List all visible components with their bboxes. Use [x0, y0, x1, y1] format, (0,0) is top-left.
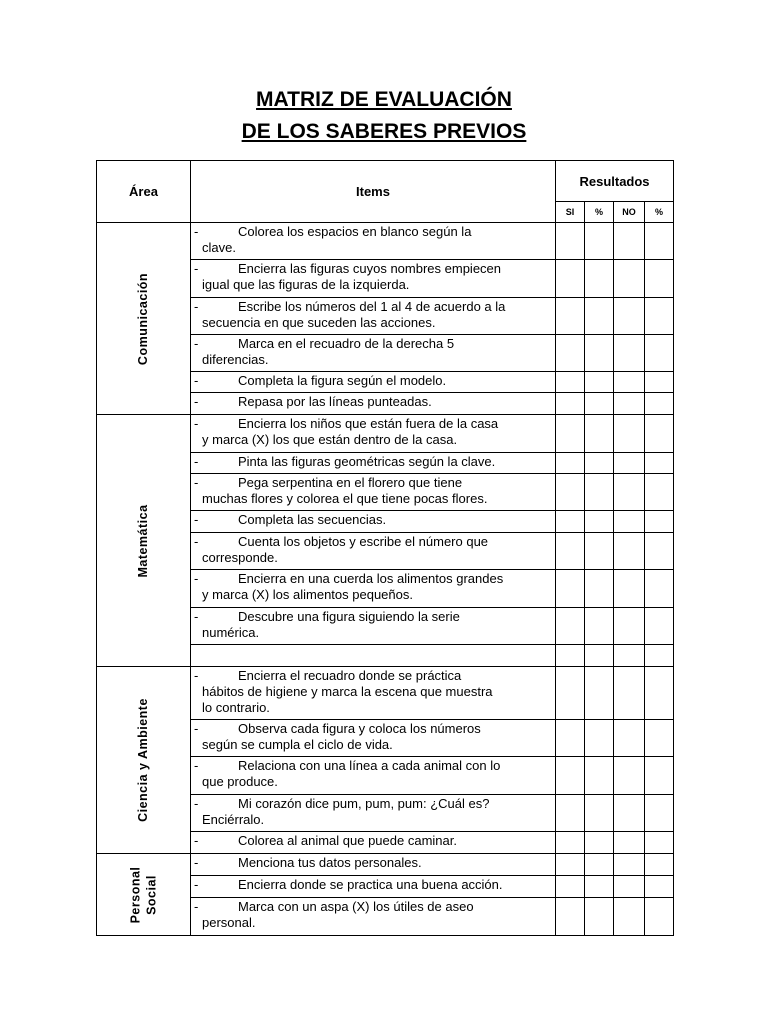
result-si-cell[interactable]	[556, 474, 585, 511]
item-cell	[191, 223, 556, 260]
result-no-cell[interactable]	[614, 795, 645, 832]
header-items: Items	[191, 161, 556, 223]
result-percent-si-cell[interactable]	[585, 260, 614, 298]
item-text-continued: corresponde.	[202, 550, 278, 565]
item-text-continued: y marca (X) los alimentos pequeños.	[202, 587, 413, 602]
bullet-dash: -	[194, 394, 199, 409]
result-percent-no-cell[interactable]	[645, 533, 674, 570]
item-text-continued: Enciérralo.	[202, 812, 265, 827]
result-si-cell[interactable]	[556, 898, 585, 936]
result-no-cell[interactable]	[614, 854, 645, 876]
area-name: Ciencia y Ambiente	[135, 698, 150, 822]
result-percent-no-cell[interactable]	[645, 898, 674, 936]
result-percent-si-cell[interactable]	[585, 335, 614, 372]
item-cell	[191, 645, 556, 667]
result-percent-no-cell[interactable]	[645, 720, 674, 757]
bullet-dash: -	[194, 877, 199, 892]
item-text-continued: que produce.	[202, 774, 278, 789]
item-text-continued: clave.	[202, 240, 236, 255]
result-percent-si-cell[interactable]	[585, 415, 614, 453]
item-text-continued: diferencias.	[202, 352, 269, 367]
item-text-continued: muchas flores y colorea el que tiene pocas flores.	[202, 491, 488, 506]
bullet-dash: -	[194, 512, 199, 527]
item-text-continued: según se cumpla el ciclo de vida.	[202, 737, 393, 752]
bullet-dash: -	[194, 796, 199, 811]
result-si-cell[interactable]	[556, 393, 585, 415]
item-cell	[191, 533, 556, 570]
item-cell	[191, 608, 556, 645]
result-percent-no-cell[interactable]	[645, 832, 674, 854]
item-text: Marca en el recuadro de la derecha 5	[238, 336, 455, 351]
item-text-continued: personal.	[202, 915, 256, 930]
item-cell	[191, 832, 556, 854]
result-percent-si-cell[interactable]	[585, 854, 614, 876]
bullet-dash: -	[194, 721, 199, 736]
result-percent-no-cell[interactable]	[645, 393, 674, 415]
item-text: Relaciona con una línea a cada animal con lo	[238, 758, 501, 773]
item-text-continued: y marca (X) los que están dentro de la casa.	[202, 432, 458, 447]
bullet-dash: -	[194, 475, 199, 490]
result-percent-si-cell[interactable]	[585, 474, 614, 511]
bullet-dash: -	[194, 454, 199, 469]
result-no-cell[interactable]	[614, 720, 645, 757]
result-si-cell[interactable]	[556, 645, 585, 667]
item-text: Completa la figura según el modelo.	[238, 373, 447, 388]
result-no-cell[interactable]	[614, 415, 645, 453]
result-percent-no-cell[interactable]	[645, 298, 674, 335]
result-no-cell[interactable]	[614, 876, 645, 898]
item-cell	[191, 415, 556, 453]
header-area: Área	[97, 161, 191, 223]
result-si-cell[interactable]	[556, 533, 585, 570]
result-no-cell[interactable]	[614, 898, 645, 936]
result-percent-si-cell[interactable]	[585, 223, 614, 260]
header-si: SI	[556, 202, 585, 223]
bullet-dash: -	[194, 534, 199, 549]
result-percent-no-cell[interactable]	[645, 876, 674, 898]
result-si-cell[interactable]	[556, 832, 585, 854]
item-text: Mi corazón dice pum, pum, pum: ¿Cuál es?	[238, 796, 490, 811]
area-label	[136, 698, 152, 822]
result-percent-no-cell[interactable]	[645, 608, 674, 645]
item-cell	[191, 898, 556, 936]
result-si-cell[interactable]	[556, 453, 585, 474]
item-text: Menciona tus datos personales.	[238, 855, 422, 870]
result-percent-si-cell[interactable]	[585, 898, 614, 936]
result-si-cell[interactable]	[556, 415, 585, 453]
item-text-continued: lo contrario.	[202, 700, 270, 715]
result-percent-si-cell[interactable]	[585, 720, 614, 757]
bullet-dash: -	[194, 373, 199, 388]
document-title-line2: DE LOS SABERES PREVIOS	[241, 120, 527, 143]
result-no-cell[interactable]	[614, 511, 645, 533]
item-cell	[191, 335, 556, 372]
area-label	[136, 504, 152, 577]
item-text: Cuenta los objetos y escribe el número que	[238, 534, 489, 549]
result-si-cell[interactable]	[556, 372, 585, 393]
item-text: Colorea los espacios en blanco según la	[238, 224, 472, 239]
result-si-cell[interactable]	[556, 298, 585, 335]
item-text: Observa cada figura y coloca los números	[238, 721, 481, 736]
result-si-cell[interactable]	[556, 223, 585, 260]
item-text: Encierra el recuadro donde se práctica	[238, 668, 462, 683]
item-text: Pinta las figuras geométricas según la clave.	[238, 454, 496, 469]
bullet-dash: -	[194, 571, 199, 586]
item-cell	[191, 474, 556, 511]
result-no-cell[interactable]	[614, 393, 645, 415]
result-si-cell[interactable]	[556, 667, 585, 720]
result-si-cell[interactable]	[556, 795, 585, 832]
result-percent-si-cell[interactable]	[585, 298, 614, 335]
result-percent-si-cell[interactable]	[585, 832, 614, 854]
result-si-cell[interactable]	[556, 608, 585, 645]
item-cell	[191, 298, 556, 335]
result-percent-no-cell[interactable]	[645, 453, 674, 474]
result-si-cell[interactable]	[556, 335, 585, 372]
item-text: Encierra los niños que están fuera de la casa	[238, 416, 499, 431]
result-percent-si-cell[interactable]	[585, 533, 614, 570]
item-cell	[191, 720, 556, 757]
result-no-cell[interactable]	[614, 533, 645, 570]
result-no-cell[interactable]	[614, 667, 645, 720]
result-percent-si-cell[interactable]	[585, 393, 614, 415]
result-si-cell[interactable]	[556, 854, 585, 876]
header-percent-si: %	[585, 202, 614, 223]
result-percent-si-cell[interactable]	[585, 608, 614, 645]
item-text-continued: hábitos de higiene y marca la escena que muestra	[202, 684, 493, 699]
item-cell	[191, 854, 556, 876]
evaluation-matrix	[96, 160, 674, 936]
bullet-dash: -	[194, 609, 199, 624]
result-percent-si-cell[interactable]	[585, 757, 614, 795]
table-row	[97, 415, 674, 453]
result-percent-no-cell[interactable]	[645, 415, 674, 453]
result-no-cell[interactable]	[614, 372, 645, 393]
result-percent-si-cell[interactable]	[585, 876, 614, 898]
item-cell	[191, 453, 556, 474]
header-percent-no: %	[645, 202, 674, 223]
result-no-cell[interactable]	[614, 645, 645, 667]
bullet-dash: -	[194, 833, 199, 848]
result-no-cell[interactable]	[614, 474, 645, 511]
item-text: Completa las secuencias.	[238, 512, 387, 527]
item-text: Descubre una figura siguiendo la serie	[238, 609, 460, 624]
result-si-cell[interactable]	[556, 757, 585, 795]
result-percent-no-cell[interactable]	[645, 474, 674, 511]
result-percent-si-cell[interactable]	[585, 453, 614, 474]
table-row	[97, 667, 674, 720]
result-percent-no-cell[interactable]	[645, 511, 674, 533]
result-percent-si-cell[interactable]	[585, 511, 614, 533]
area-name: Comunicación	[135, 272, 150, 365]
bullet-dash: -	[194, 336, 199, 351]
item-cell	[191, 795, 556, 832]
result-si-cell[interactable]	[556, 720, 585, 757]
item-cell	[191, 372, 556, 393]
result-percent-si-cell[interactable]	[585, 372, 614, 393]
area-name: Matemática	[135, 503, 150, 578]
result-no-cell[interactable]	[614, 223, 645, 260]
item-text: Pega serpentina en el florero que tiene	[238, 475, 463, 490]
bullet-dash: -	[194, 899, 199, 914]
item-cell	[191, 876, 556, 898]
matrix-body	[97, 223, 674, 936]
item-text-continued: igual que las figuras de la izquierda.	[202, 277, 410, 292]
result-percent-no-cell[interactable]	[645, 260, 674, 298]
result-percent-no-cell[interactable]	[645, 645, 674, 667]
result-si-cell[interactable]	[556, 876, 585, 898]
area-cell	[97, 854, 191, 936]
header-resultados: Resultados	[556, 161, 674, 202]
result-percent-no-cell[interactable]	[645, 335, 674, 372]
result-percent-si-cell[interactable]	[585, 667, 614, 720]
header-no: NO	[614, 202, 645, 223]
bullet-dash: -	[194, 224, 199, 239]
item-cell	[191, 757, 556, 795]
item-cell	[191, 260, 556, 298]
bullet-dash: -	[194, 416, 199, 431]
area-cell	[97, 667, 191, 854]
document-title-line1: MATRIZ DE EVALUACIÓN	[256, 88, 512, 111]
area-name-line1: Personal	[127, 866, 142, 923]
item-text-continued: secuencia en que suceden las acciones.	[202, 315, 436, 330]
bullet-dash: -	[194, 299, 199, 314]
result-percent-no-cell[interactable]	[645, 795, 674, 832]
result-no-cell[interactable]	[614, 608, 645, 645]
result-no-cell[interactable]	[614, 570, 645, 608]
item-text: Encierra en una cuerda los alimentos grandes	[238, 571, 504, 586]
item-cell	[191, 570, 556, 608]
item-text: Marca con un aspa (X) los útiles de aseo	[238, 899, 474, 914]
result-percent-no-cell[interactable]	[645, 223, 674, 260]
result-no-cell[interactable]	[614, 832, 645, 854]
item-text-continued: numérica.	[202, 625, 260, 640]
bullet-dash: -	[194, 855, 199, 870]
item-text: Escribe los números del 1 al 4 de acuerdo a la	[238, 299, 506, 314]
area-label	[136, 272, 152, 364]
item-text: Encierra donde se practica una buena acción.	[238, 877, 503, 892]
result-no-cell[interactable]	[614, 260, 645, 298]
result-no-cell[interactable]	[614, 757, 645, 795]
result-si-cell[interactable]	[556, 511, 585, 533]
result-percent-si-cell[interactable]	[585, 645, 614, 667]
result-percent-no-cell[interactable]	[645, 372, 674, 393]
item-text: Repasa por las líneas punteadas.	[238, 394, 432, 409]
bullet-dash: -	[194, 758, 199, 773]
table-row	[97, 223, 674, 260]
result-no-cell[interactable]	[614, 298, 645, 335]
area-name-line2: Social	[143, 874, 158, 915]
item-text: Encierra las figuras cuyos nombres empiecen	[238, 261, 502, 276]
result-no-cell[interactable]	[614, 335, 645, 372]
result-percent-si-cell[interactable]	[585, 570, 614, 608]
bullet-dash: -	[194, 668, 199, 683]
table-row	[97, 854, 674, 876]
item-cell	[191, 667, 556, 720]
result-percent-no-cell[interactable]	[645, 570, 674, 608]
item-text: Colorea al animal que puede caminar.	[238, 833, 457, 848]
result-percent-no-cell[interactable]	[645, 667, 674, 720]
area-cell	[97, 415, 191, 667]
item-cell	[191, 393, 556, 415]
item-cell	[191, 511, 556, 533]
result-percent-si-cell[interactable]	[585, 795, 614, 832]
area-cell	[97, 223, 191, 415]
result-percent-no-cell[interactable]	[645, 854, 674, 876]
area-label	[128, 866, 159, 923]
bullet-dash: -	[194, 261, 199, 276]
result-si-cell[interactable]	[556, 570, 585, 608]
result-percent-no-cell[interactable]	[645, 757, 674, 795]
result-si-cell[interactable]	[556, 260, 585, 298]
result-no-cell[interactable]	[614, 453, 645, 474]
